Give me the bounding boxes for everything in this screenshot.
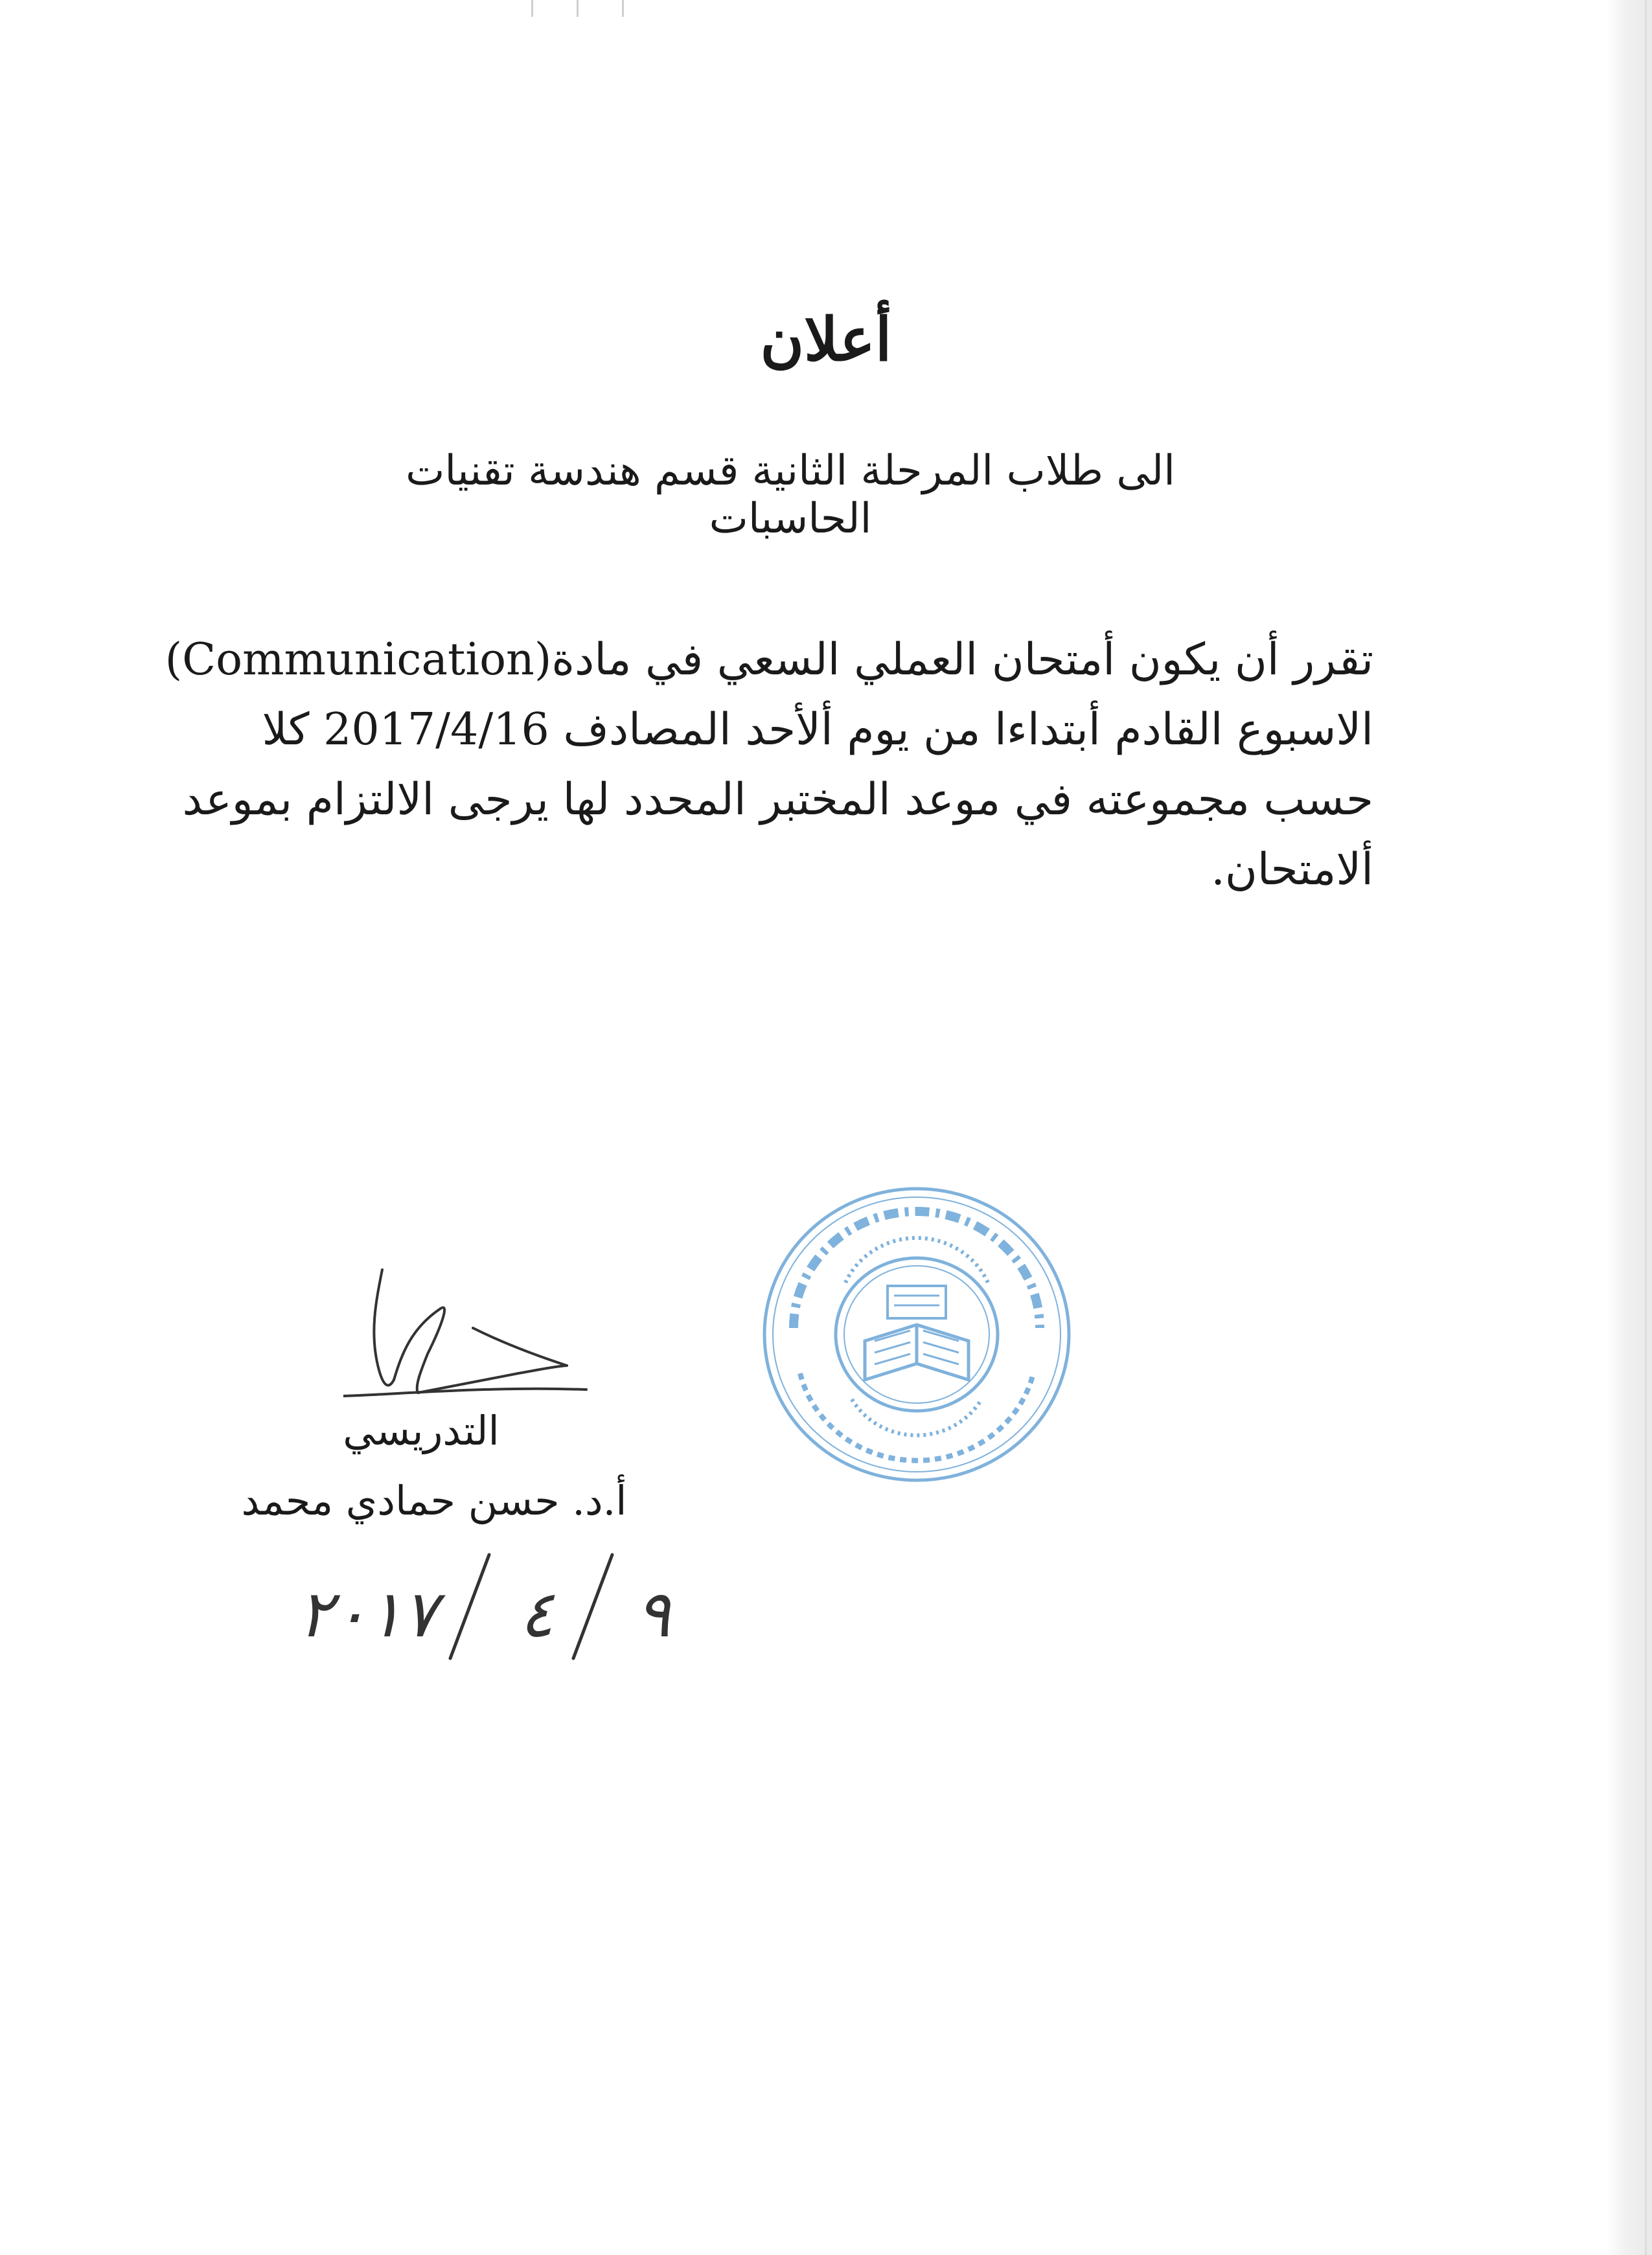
announcement-body [165,625,1373,905]
handwritten-signature [343,1257,590,1412]
scan-edge-marks [531,0,635,19]
handwritten-year: ٢٠١٧ [298,1576,437,1652]
announcement-recipient: الى طلاب المرحلة الثانية قسم هندسة تقنيات الحاسبات [406,447,1175,543]
body-line: حسب مجموعته في موعد المختبر المحدد لها يرجى الالتزام بموعد [182,774,1373,825]
handwritten-month: ٤ [519,1576,554,1652]
handwritten-day: ٩ [636,1576,671,1652]
date-separator-slash [567,1551,619,1662]
official-seal [755,1179,1079,1490]
body-line: تقرر أن يكون أمتحان العملي السعي في مادة(Communication) [165,634,1373,685]
handwritten-date [295,1545,677,1665]
body-line: الاسبوع القادم أبتداءا من يوم ألأحد المصادف 2017/4/16 كلا [262,704,1373,755]
signatory-title: التدريسي [343,1407,499,1454]
date-separator-slash [444,1551,496,1662]
book-emblem-icon [865,1286,969,1380]
announcement-title: أعلان [760,304,892,374]
signatory-name: أ.د. حسن حمادي محمد [241,1477,627,1524]
body-line: ألامتحان. [1211,844,1373,895]
